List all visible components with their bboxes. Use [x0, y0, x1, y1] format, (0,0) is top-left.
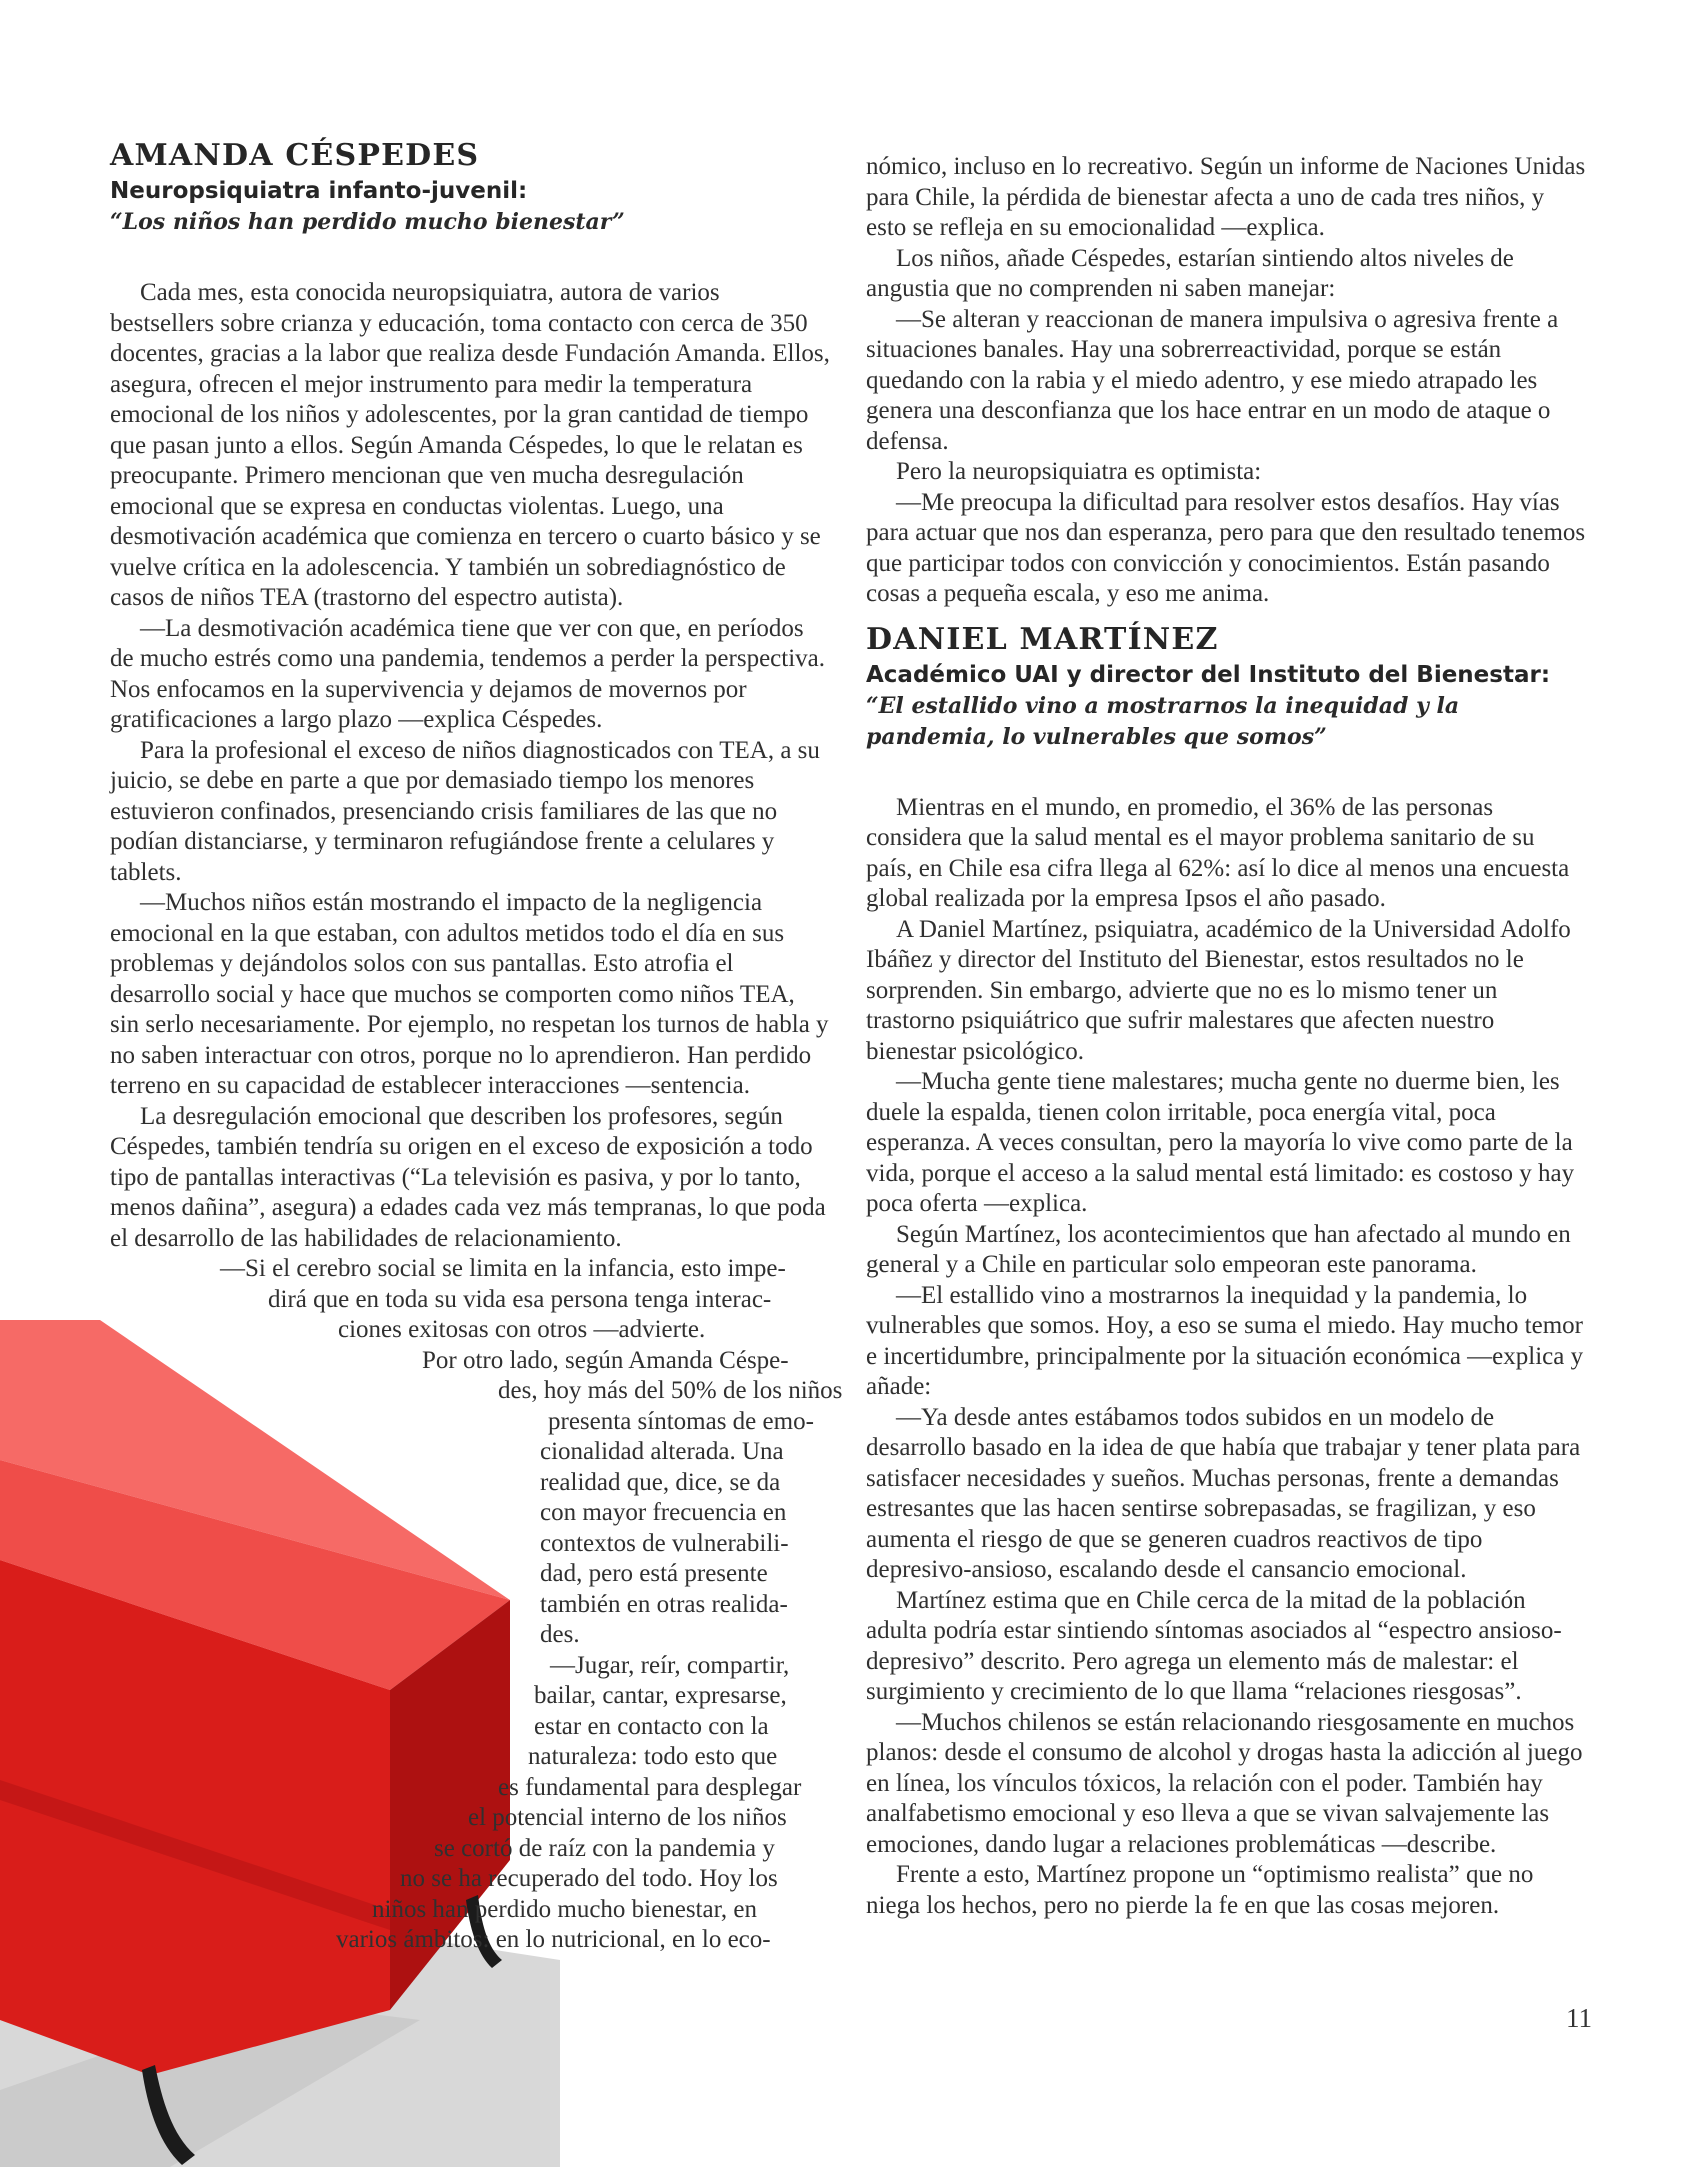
- paragraph: La desregulación emocional que describen los profesores, según Céspedes, también tendría su origen en el exceso de exposición a todo tipo de pantallas interactivas (“La televisión es pasiva, y por lo tanto, menos dañina”, asegura) a edades cada vez más tempranas, lo que poda el desarrollo de las habilidades de relacionamiento.: [110, 1102, 826, 1252]
- text-line: naturaleza: todo esto que: [528, 1743, 778, 1770]
- paragraph: —Me preocupa la dificultad para resolver estos desafíos. Hay vías para actuar que nos dan esperanza, pero para que den resultado tenemos que participar todos con convicción y conocimientos. Están pasando cosas a pequeña escala, y eso me anima.: [866, 488, 1586, 607]
- text-line: presenta síntomas de emo-: [548, 1407, 814, 1435]
- left-column: [110, 138, 843, 1956]
- paragraph: Mientras en el mundo, en promedio, el 36% de las personas considera que la salud mental es el mayor problema sanitario de su país, en Chile esa cifra llega al 62%: así lo dice al menos una encuesta global realizada por la empresa Ipsos el año pasado.: [866, 793, 1570, 912]
- paragraph: —Se alteran y reaccionan de manera impulsiva o agresiva frente a situaciones banales. Hay una sobrerreactividad, porque se están quedando con la rabia y el miedo adentro, y ese miedo atrapado les genera una desconfianza que los hace entrar en un modo de ataque o defensa.: [866, 305, 1559, 455]
- headline-quote: “El estallido vino a mostrarnos la inequidad y la pandemia, lo vulnerables que somos”: [866, 692, 1460, 750]
- paragraph: —El estallido vino a mostrarnos la inequidad y la pandemia, lo vulnerables que somos. Hoy, a eso se suma el miedo. Hay mucho temor e incertidumbre, principalmente por la situación económica —explica y añade:: [866, 1281, 1584, 1400]
- paragraph: Según Martínez, los acontecimientos que han afectado al mundo en general y a Chile en particular solo empeoran este panorama.: [866, 1220, 1571, 1278]
- second-interview-header: [866, 622, 1586, 753]
- text-line: el potencial interno de los niños: [468, 1804, 787, 1831]
- paragraph: Cada mes, esta conocida neuropsiquiatra, autora de varios bestsellers sobre crianza y educación, toma contacto con cerca de 350 docentes, gracias a la labor que realiza desde Fundación Amanda. Ellos, asegura, ofrecen el mejor instrumento para medir la temperatura emocional de los niños y adolescentes, por la gran cantidad de tiempo que pasan junto a ellos. Según Amanda Céspedes, lo que le relatan es preocupante. Primero mencionan que ven mucha desregulación emocional que se expresa en conductas violentas. Luego, una desmotivación académica que comienza en tercero o cuarto básico y se vuelve crítica en la adolescencia. Y también un sobrediagnóstico de casos de niños TEA (trastorno del espectro autista).: [110, 279, 830, 611]
- text-line: ciones exitosas con otros —advierte.: [338, 1316, 706, 1343]
- text-line: dad, pero está presente: [540, 1560, 768, 1587]
- text-line: estar en contacto con la: [534, 1712, 769, 1740]
- paragraph: Frente a esto, Martínez propone un “optimismo realista” que no niega los hechos, pero no pierde la fe en que las cosas mejoren.: [866, 1861, 1534, 1919]
- text-line: con mayor frecuencia en: [540, 1499, 787, 1526]
- text-line: no se ha recuperado del todo. Hoy los: [400, 1865, 778, 1892]
- paragraph: nómico, incluso en lo recreativo. Según un informe de Naciones Unidas para Chile, la pérdida de bienestar afecta a uno de cada tres niños, y esto se refleja en su emocionalidad —explica.: [866, 153, 1586, 241]
- interviewee-role: Neuropsiquiatra infanto-juvenil:: [110, 178, 528, 204]
- interviewee-name: DANIEL MARTÍNEZ: [866, 621, 1219, 657]
- paragraph: —La desmotivación académica tiene que ver con que, en períodos de mucho estrés como una pandemia, tendemos a perder la perspectiva. Nos enfocamos en la supervivencia y dejamos de movernos por gratificaciones a largo plazo —explica Céspedes.: [110, 614, 826, 733]
- text-line: —Jugar, reír, compartir,: [550, 1651, 790, 1679]
- text-line: cionalidad alterada. Una: [540, 1438, 784, 1465]
- paragraph: Pero la neuropsiquiatra es optimista:: [896, 458, 1262, 485]
- text-line: también en otras realida-: [540, 1590, 788, 1618]
- text-line: realidad que, dice, se da: [540, 1468, 781, 1496]
- paragraph: —Muchos niños están mostrando el impacto de la negligencia emocional en la que estaban, con adultos metidos todo el día en sus problemas y dejándolos solos con sus pantallas. Esto atrofia el desarrollo social y hace que muchos se comporten como niños TEA, sin serlo necesariamente. Por ejemplo, no respetan los turnos de habla y no saben interactuar con otros, porque no lo aprendieron. Han perdido terreno en su capacidad de establecer interacciones —sentencia.: [110, 889, 829, 1099]
- wrapped-text-around-photo: [110, 1254, 843, 1956]
- text-line: se cortó de raíz con la pandemia y: [434, 1834, 775, 1862]
- interviewee-role: Académico UAI y director del Instituto del Bienestar:: [866, 661, 1551, 688]
- text-line: niños han perdido mucho bienestar, en: [372, 1895, 758, 1923]
- paragraph: —Muchos chilenos se están relacionando riesgosamente en muchos planos: desde el consumo de alcohol y drogas hasta la adicción al juego en línea, los vínculos tóxicos, la relación con el poder. También hay analfabetismo emocional y eso lleva a que se vivan salvajemente las emociones, dando lugar a relaciones problemáticas —describe.: [866, 1708, 1583, 1858]
- headline-quote: “Los niños han perdido mucho bienestar”: [110, 209, 625, 235]
- paragraph: —Mucha gente tiene malestares; mucha gente no duerme bien, les duele la espalda, tienen colon irritable, poca energía vital, poca esperanza. A veces consultan, pero la mayoría lo vive como parte de la vida, porque el acceso a la salud mental está limitado: es costoso y hay poca oferta —explica.: [866, 1068, 1575, 1217]
- text-line: Por otro lado, según Amanda Céspe-: [422, 1346, 789, 1374]
- text-line: dirá que en toda su vida esa persona tenga interac-: [268, 1285, 772, 1313]
- text-line: es fundamental para desplegar: [498, 1773, 802, 1801]
- paragraph: Los niños, añade Céspedes, estarían sintiendo altos niveles de angustia que no comprenden ni saben manejar:: [866, 244, 1514, 302]
- paragraph: Martínez estima que en Chile cerca de la mitad de la población adulta podría estar sintiendo síntomas asociados al “espectro ansioso-depresivo” descrito. Pero agrega un elemento más de malestar: el surgimiento y crecimiento de lo que llama “relaciones riesgosas”.: [866, 1586, 1562, 1705]
- right-column: [866, 152, 1586, 1921]
- interviewee-name: AMANDA CÉSPEDES: [110, 138, 480, 173]
- text-line: varios ámbitos: en lo nutricional, en lo eco-: [336, 1926, 771, 1953]
- paragraph: —Ya desde antes estábamos todos subidos en un modelo de desarrollo basado en la idea de que había que trabajar y tener plata para satisfacer necesidades y sueños. Muchas personas, frente a demandas estresantes que las hacen sentirse sobrepasadas, se fragilizan, y eso aumenta el riesgo de que se generen cuadros reactivos de tipo depresivo-ansioso, escalando desde el cansancio emocional.: [866, 1403, 1581, 1583]
- text-line: —Si el cerebro social se limita en la infancia, esto impe-: [220, 1255, 786, 1282]
- text-line: contextos de vulnerabili-: [540, 1529, 789, 1557]
- paragraph: A Daniel Martínez, psiquiatra, académico de la Universidad Adolfo Ibáñez y director del Instituto del Bienestar, estos resultados no le sorprenden. Sin embargo, advierte que no es lo mismo tener un trastorno psiquiátrico que sufrir malestares que afecten nuestro bienestar psicológico.: [866, 915, 1571, 1065]
- text-line: des, hoy más del 50% de los niños: [498, 1377, 843, 1404]
- text-line: des.: [540, 1621, 580, 1648]
- paragraph: Para la profesional el exceso de niños diagnosticados con TEA, a su juicio, se debe en parte a que por demasiado tiempo los menores estuvieron confinados, presenciando crisis familiares de las que no podían distanciarse, y terminaron refugiándose frente a celulares y tablets.: [110, 736, 820, 886]
- page-number: 11: [1566, 2003, 1592, 2033]
- text-line: bailar, cantar, expresarse,: [534, 1682, 787, 1709]
